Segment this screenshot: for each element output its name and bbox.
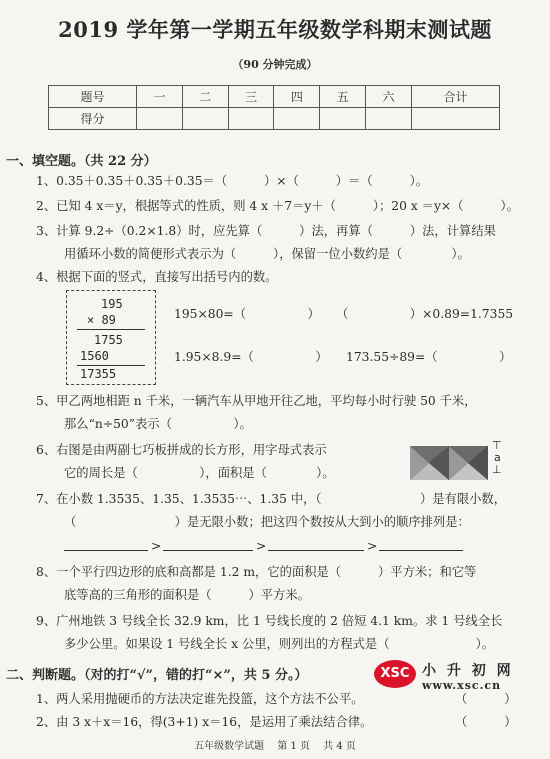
order-blank-4[interactable] xyxy=(379,550,463,551)
q4-equation-2: （ ）×0.89=1.7355 xyxy=(336,307,514,321)
vertical-multiplication xyxy=(66,290,156,385)
xsc-logo-icon: XSC xyxy=(374,660,416,688)
tf-question-2: 2、由 3 x＋x＝16，得(3+1) x＝16，是运用了乘法结合律。 xyxy=(36,715,373,729)
section-true-false-heading: 二、判断题。（对的打“√”，错的打“×”，共 5 分。） xyxy=(6,668,308,683)
calc-product: 17355 xyxy=(80,367,117,381)
tf-answer-paren-1[interactable]: （ ） xyxy=(455,692,517,706)
greater-than-sign: > xyxy=(367,539,378,553)
calc-rule-1 xyxy=(77,329,145,330)
score-header-cell: 三 xyxy=(228,86,274,108)
score-cell[interactable] xyxy=(228,108,274,130)
figure-dimension-a xyxy=(492,440,502,476)
question-8-line2: 底等高的三角形的面积是（ ）平方米。 xyxy=(64,588,310,602)
order-blank-3[interactable] xyxy=(268,550,364,551)
score-table-header-row xyxy=(49,86,500,108)
score-cell[interactable] xyxy=(137,108,183,130)
calc-partial-2: 1560 xyxy=(80,349,109,363)
question-6-line2: 它的周长是（ ），面积是（ ）。 xyxy=(64,466,335,480)
question-1: 1、0.35＋0.35＋0.35＋0.35＝（ ）×（ ）＝（ ）。 xyxy=(36,174,429,188)
exam-subtitle: （90 分钟完成） xyxy=(232,58,318,71)
score-row-label: 得分 xyxy=(49,108,137,130)
order-blank-1[interactable] xyxy=(64,550,148,551)
score-cell[interactable] xyxy=(366,108,412,130)
greater-than-sign: > xyxy=(151,539,162,553)
calc-multiplicand: 195 xyxy=(101,297,123,311)
score-header-cell: 题号 xyxy=(49,86,137,108)
score-table-score-row xyxy=(49,108,500,130)
question-6-line1: 6、右图是由两副七巧板拼成的长方形，用字母式表示 xyxy=(36,443,327,457)
greater-than-sign: > xyxy=(256,539,267,553)
question-5-line2: 那么“n÷50”表示（ ）。 xyxy=(64,417,252,431)
question-9-line1: 9、广州地铁 3 号线全长 32.9 km，比 1 号线长度的 2 倍短 4.1 km。求 1 号线全长 xyxy=(36,614,503,628)
score-header-cell: 六 xyxy=(366,86,412,108)
section-fill-blank-heading: 一、填空题。（共 22 分） xyxy=(6,154,157,169)
dimension-bottom-tick: ⊥ xyxy=(492,463,502,476)
tf-question-1: 1、两人采用抛硬币的方法决定谁先投篮，这个方法不公平。 xyxy=(36,692,364,706)
question-2: 2、已知 4 x＝y，根据等式的性质，则 4 x ＋7＝y＋（ ）；20 x ＝y×（ ）。 xyxy=(36,199,519,213)
score-header-cell: 五 xyxy=(320,86,366,108)
score-cell[interactable] xyxy=(411,108,499,130)
question-4: 4、根据下面的竖式，直接写出括号内的数。 xyxy=(36,270,278,284)
question-8-line1: 8、一个平行四边形的底和高都是 1.2 m，它的面积是（ ）平方米；和它等 xyxy=(36,565,477,579)
tangram-rectangle-figure xyxy=(410,446,488,480)
score-header-cell: 一 xyxy=(137,86,183,108)
score-cell[interactable] xyxy=(274,108,320,130)
score-cell[interactable] xyxy=(182,108,228,130)
order-blank-2[interactable] xyxy=(163,550,253,551)
calc-partial-1: 1755 xyxy=(94,333,123,347)
watermark-site-name: 小 升 初 网 xyxy=(422,663,514,679)
dimension-top-tick: ⊤ xyxy=(492,439,502,452)
q4-equation-3: 1.95×8.9=（ ） xyxy=(174,350,328,364)
dimension-label: a xyxy=(494,451,501,464)
watermark-url: www.xsc.cn xyxy=(422,679,502,692)
score-table xyxy=(48,85,500,130)
q4-equation-1: 195×80=（ ） xyxy=(174,307,320,321)
calc-rule-2 xyxy=(77,365,145,366)
page-footer: 五年级数学试题 第 1 页 共 4 页 xyxy=(194,741,356,752)
question-3-line2: 用循环小数的简便形式表示为（ ），保留一位小数约是（ ）。 xyxy=(64,247,470,261)
calc-multiplier: × 89 xyxy=(87,313,116,327)
score-header-cell: 二 xyxy=(182,86,228,108)
exam-title: 2019 学年第一学期五年级数学科期末测试题 xyxy=(58,17,492,42)
q4-equation-4: 173.55÷89=（ ） xyxy=(346,350,512,364)
tf-answer-paren-2[interactable]: （ ） xyxy=(455,715,517,729)
question-5-line1: 5、甲乙两地相距 n 千米，一辆汽车从甲地开往乙地，平均每小时行驶 50 千米， xyxy=(36,394,477,408)
question-9-line2: 多少公里。如果设 1 号线全长 x 公里，则列出的方程式是（ ）。 xyxy=(64,637,495,651)
score-header-cell: 合计 xyxy=(411,86,499,108)
question-7-line1: 7、在小数 1.3535、1.35、1.3535⋯、1.35 中，（ ）是有限小数， xyxy=(36,492,507,506)
score-cell[interactable] xyxy=(320,108,366,130)
question-7-line2: （ ）是无限小数；把这四个数按从大到小的顺序排列是： xyxy=(64,515,470,529)
question-3-line1: 3、计算 9.2÷（0.2×1.8）时，应先算（ ）法，再算（ ）法，计算结果 xyxy=(36,224,496,238)
score-header-cell: 四 xyxy=(274,86,320,108)
